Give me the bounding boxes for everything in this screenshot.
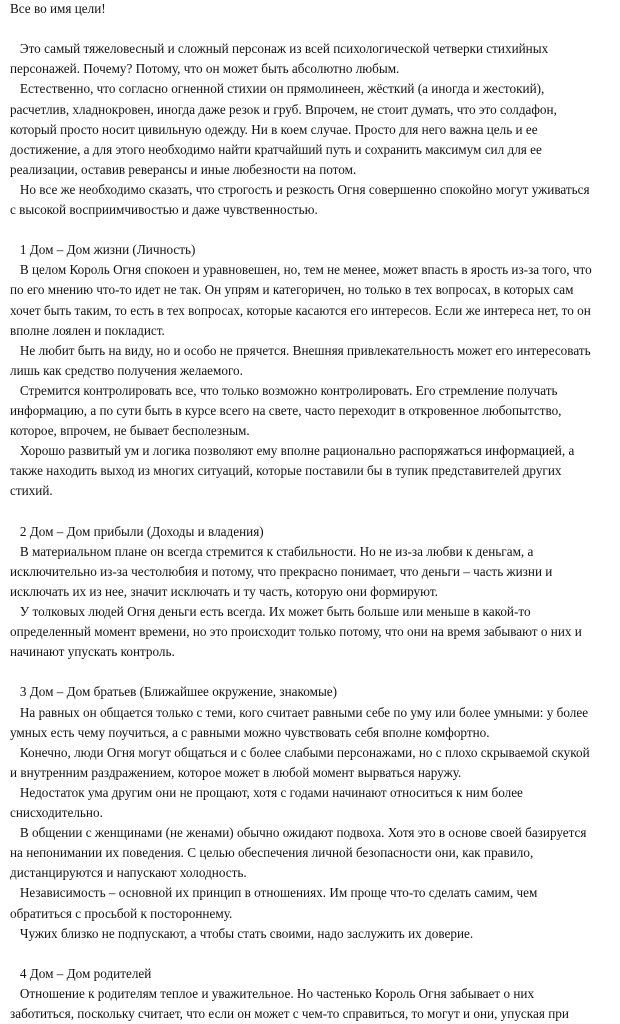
text-line: на непонимании их поведения. С целью обеспечения личной безопасности они, как правило, <box>10 845 534 861</box>
text-line: расчетлив, хладнокровен, иногда даже резок и груб. Впрочем, не стоит думать, что это солдафон, <box>10 101 557 117</box>
text-line: У толковых людей Огня деньги есть всегда. Их может быть больше или меньше в какой-то <box>10 604 531 619</box>
text-line: Недостаток ума другим они не прощают, хотя с годами начинают относиться к ним более <box>10 784 523 800</box>
text-line: с высокой восприимчивостью и даже чувственностью. <box>10 202 318 217</box>
section-heading: 3 Дом – Дом братьев (Ближайшее окружение, знакомые) <box>10 684 338 700</box>
text-line: определенный момент времени, но это происходит только потому, что они на время забывают о них и <box>10 624 582 640</box>
text-line: по его мнению что-то идет не так. Он упрям и категоричен, но только в тех вопросах, в которых сам <box>10 282 574 298</box>
text-line: Стремится контролировать все, что только возможно контролировать. Его стремление получать <box>10 382 558 398</box>
text-line: Не любит быть на виду, но и особо не прячется. Внешняя привлекательность может его интересовать <box>10 342 591 358</box>
text-line: персонажей. Почему? Потому, что он может быть абсолютно любым. <box>10 61 400 77</box>
text-line: дистанцируются и напускают холодность. <box>10 865 247 881</box>
text-line: Чужих близко не подпускают, а чтобы стать своими, надо заслужить их доверие. <box>10 925 474 941</box>
text-line: умных есть чему поучиться, а с равными можно чувствовать себя вполне комфортно. <box>10 724 490 740</box>
text-line: стихий. <box>10 483 53 499</box>
text-line: В материальном плане он всегда стремится к стабильности. Но не из-за любви к деньгам, а <box>10 543 534 559</box>
text-line: снисходительно. <box>10 805 103 820</box>
document-title: Все во имя цели! <box>10 1 106 16</box>
text-line: Конечно, люди Огня могут общаться и с более слабыми персонажами, но с плохо скрываемой скукой <box>10 744 590 760</box>
text-line: заботиться, поскольку считает, что если он может с чем-то справиться, то могут и они, упуская при <box>10 1006 569 1021</box>
section-heading: 4 Дом – Дом родителей <box>10 965 152 981</box>
text-line: В общении с женщинами (не женами) обычно ожидают подвоха. Хотя это в основе своей базируется <box>10 825 587 841</box>
text-line: и внутренним раздражением, которое может в любой момент вырваться наружу. <box>10 764 462 780</box>
text-line: реализации, оставив реверансы и иные любезности на потом. <box>10 161 357 177</box>
text-line: В целом Король Огня спокоен и уравновешен, но, тем не менее, может впасть в ярость из-за того, что <box>10 262 592 278</box>
text-line: Это самый тяжеловесный и сложный персонаж из всей психологической четверки стихийных <box>10 41 549 57</box>
text-line: Естественно, что согласно огненной стихии он прямолинеен, жёсткий (а иногда и жестокий), <box>10 81 545 97</box>
text-line: также находить выход из многих ситуаций, которые поставили бы в тупик представителей других <box>10 463 562 479</box>
text-line: обратиться с просьбой к постороннему. <box>10 905 233 921</box>
text-line: Но все же необходимо сказать, что строгость и резкость Огня совершенно спокойно могут уживаться <box>10 181 590 197</box>
text-line: исключать их из нее, значит исключать и ту часть, которую они формируют. <box>10 583 438 599</box>
text-line: который просто носит цивильную одежду. Ни в коем случае. Просто для него важна цель и ее <box>10 121 538 137</box>
text-line: информацию, а по сути быть в курсе всего на свете, часто переходит в откровенное любопытство, <box>10 403 562 418</box>
text-line: Хорошо развитый ум и логика позволяют ему вполне рационально распоряжаться информацией, а <box>10 443 575 459</box>
text-line: лишь как средство получения желаемого. <box>10 362 243 378</box>
text-line: хочет быть таким, то есть в тех вопросах, которые касаются его интересов. Если же интереса нет, то он <box>10 302 591 318</box>
text-line: Отношение к родителям теплое и уважительное. Но частенько Король Огня забывает о них <box>10 985 535 1001</box>
text-line: исключительно из-за честолюбия и потому, что прекрасно понимает, что деньги – часть жизни и <box>10 563 553 579</box>
text-line: начинают упускать контроль. <box>10 644 175 660</box>
text-line: которое, впрочем, не бывает бесполезным. <box>10 423 250 439</box>
text-line: достижение, а для этого необходимо найти кратчайший путь и сохранить максимум сил для ее <box>10 141 542 157</box>
text-line: вполне лоялен и покладист. <box>10 322 165 338</box>
text-line: Независимость – основной их принцип в отношениях. Им проще что-то сделать самим, чем <box>10 885 538 901</box>
text-line: На равных он общается только с теми, кого считает равными себе по уму или более умными: у более <box>10 704 589 720</box>
section-heading: 2 Дом – Дом прибыли (Доходы и владения) <box>10 523 264 539</box>
section-heading: 1 Дом – Дом жизни (Личность) <box>10 242 196 258</box>
